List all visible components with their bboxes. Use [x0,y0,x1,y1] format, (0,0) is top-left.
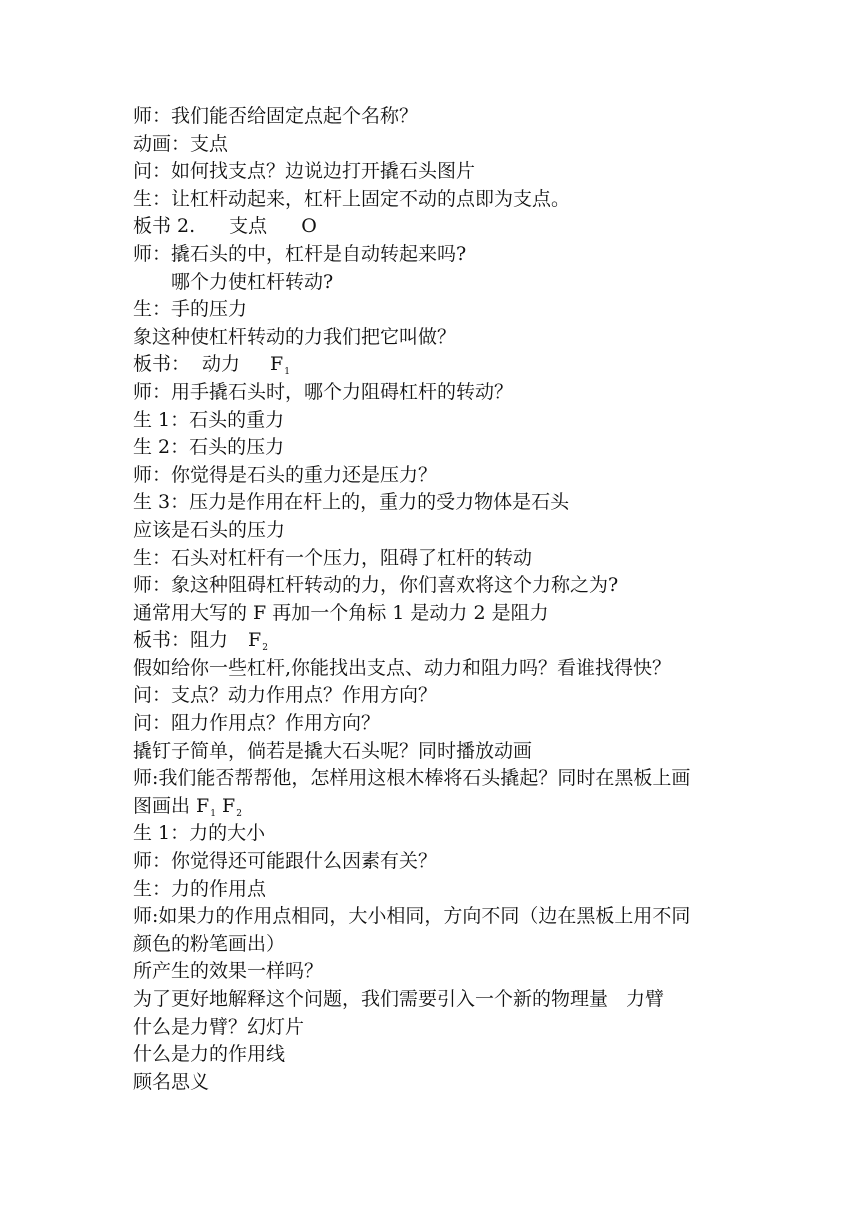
board-note-term: 动力 [202,353,241,376]
text-line: 师：用手撬石头时，哪个力阻碍杠杆的转动？ [133,380,514,403]
text-line: 师：我们能否给固定点起个名称？ [133,105,419,127]
text-line: 应该是石头的压力 [133,518,286,541]
subscript: 1 [210,808,216,819]
text-line: 生：手的压力 [133,298,248,321]
board-note-line [133,351,733,379]
text-line: 师：你觉得是石头的重力还是压力？ [133,463,438,486]
text-line: 什么是力的作用线 [133,1043,286,1066]
text-line: 颜色的粉笔画出） [133,932,286,955]
text-line: 什么是力臂？幻灯片 [133,1015,305,1038]
board-note-line [133,213,733,241]
board-note-line [133,627,733,655]
text-line: 师：你觉得还可能跟什么因素有关？ [133,850,438,873]
subscript: 2 [262,643,268,654]
board-note-label: 板书： [133,353,191,376]
board-note-term: 支点 [229,215,268,238]
board-note-symbol: F [270,353,284,376]
text-line: 问：阻力作用点？作用方向？ [133,712,381,735]
formula-text: F [215,794,236,817]
board-note-label: 板书：阻力 [133,629,229,652]
text-line: 生：力的作用点 [133,877,267,900]
text-line: 师：撬石头的中，杠杆是自动转起来吗? [133,242,467,265]
text-line: 问：如何找支点？边说边打开撬石头图片 [133,160,476,183]
text-line: 顾名思义 [133,1070,210,1093]
formula-line [133,793,733,821]
text-line: 生 3：压力是作用在杆上的，重力的受力物体是石头 [133,491,570,514]
document-body [133,103,733,1096]
text-line: 生 1：力的大小 [133,822,266,845]
concept-intro: 为了更好地解释这个问题，我们需要引入一个新的物理量 [133,988,609,1010]
text-line: 问：支点？动力作用点？作用方向？ [133,684,438,707]
concept-line [133,986,733,1014]
text-line: 师:如果力的作用点相同，大小相同，方向不同（边在黑板上用不同 [133,905,691,928]
text-line: 所产生的效果一样吗？ [133,960,324,983]
text-line: 撬钉子简单，倘若是撬大石头呢？同时播放动画 [133,739,533,762]
concept-term: 力臂 [626,988,665,1010]
board-note-symbol: F [248,629,262,652]
text-line: 生：石头对杠杆有一个压力，阻碍了杠杆的转动 [133,546,533,569]
text-line: 通常用大写的 F 再加一个角标 1 是动力 2 是阻力 [133,601,549,624]
text-line: 师:我们能否帮帮他，怎样用这根木棒将石头撬起？同时在黑板上画 [133,767,691,790]
text-line: 象这种使杠杆转动的力我们把它叫做？ [133,325,457,348]
board-note-label: 板书 2. [133,215,196,238]
text-line: 动画：支点 [133,132,229,155]
subscript: 2 [236,808,242,819]
text-line: 生 1：石头的重力 [133,408,285,431]
text-line: 生 2：石头的压力 [133,436,285,459]
text-line: 哪个力使杠杆转动? [171,270,334,293]
board-note-symbol: O [301,215,317,238]
text-line: 生：让杠杆动起来，杠杆上固定不动的点即为支点。 [133,187,571,210]
text-line: 假如给你一些杠杆,你能找出支点、动力和阻力吗？看谁找得快？ [133,656,672,679]
subscript: 1 [284,367,290,378]
text-line: 师：象这种阻碍杠杆转动的力，你们喜欢将这个力称之为? [133,574,619,597]
formula-text: 图画出 F [133,794,210,817]
